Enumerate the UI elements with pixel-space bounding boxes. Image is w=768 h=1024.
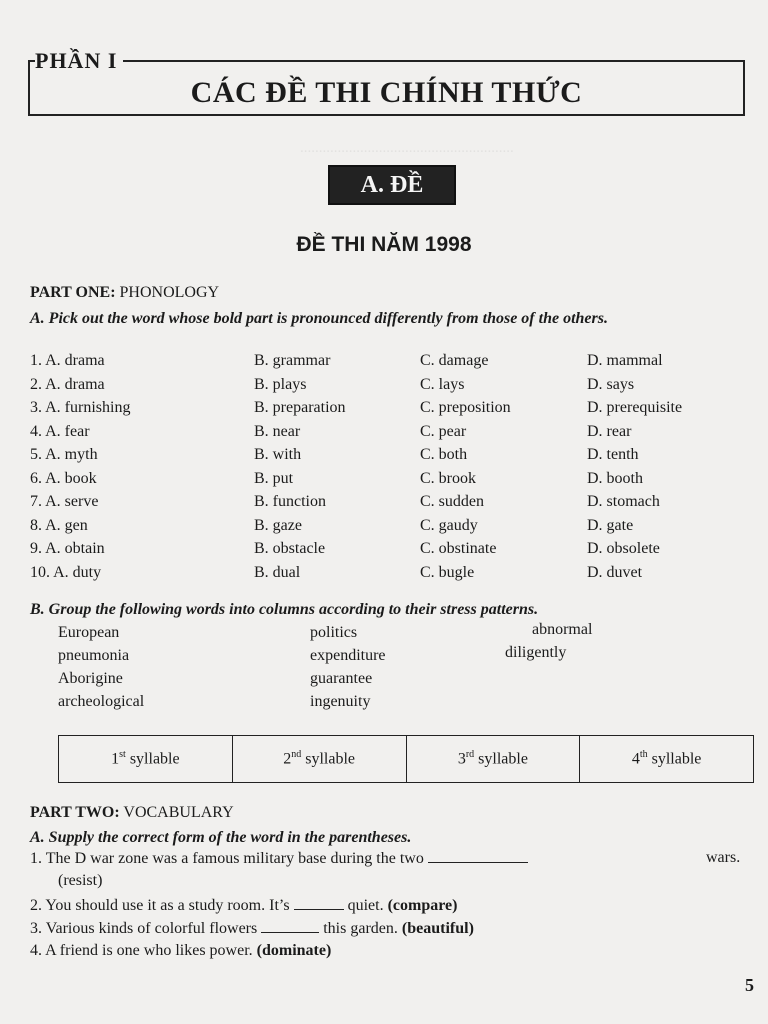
word: Aborigine xyxy=(58,670,123,687)
answer-option: B. obstacle xyxy=(254,540,326,557)
vocab-question-1: 1. The D war zone was a famous military base during the two xyxy=(30,849,528,868)
answer-option: C. damage xyxy=(420,352,489,369)
answer-blank[interactable] xyxy=(294,896,344,910)
page-number: 5 xyxy=(745,975,754,995)
table-header-cell: 4th syllable xyxy=(580,736,754,783)
answer-blank[interactable] xyxy=(261,919,319,933)
answer-option: 4. A. fear xyxy=(30,422,90,440)
table-header-cell: 2nd syllable xyxy=(232,736,406,783)
answer-option: B. plays xyxy=(254,375,307,393)
answer-option: 1. A. drama xyxy=(30,352,105,369)
table-header-cell: 1st syllable xyxy=(59,736,233,783)
part-one-title xyxy=(30,284,219,302)
answer-option: C. gaudy xyxy=(420,516,478,534)
answer-option: B. dual xyxy=(254,563,301,581)
answer-option: D. gate xyxy=(587,516,634,534)
question-row xyxy=(30,399,754,421)
word: guarantee xyxy=(310,670,373,687)
answer-option: C. obstinate xyxy=(420,540,497,557)
answer-option: 7. A. serve xyxy=(30,493,99,510)
answer-option: C. lays xyxy=(420,375,465,393)
answer-option: D. obsolete xyxy=(587,540,660,557)
section-badge: A. ĐỀ xyxy=(328,165,456,205)
question-row xyxy=(30,564,754,586)
answer-option: 3. A. furnishing xyxy=(30,399,131,416)
part-two-title xyxy=(30,804,234,822)
answer-option: D. rear xyxy=(587,422,632,440)
word: ingenuity xyxy=(310,693,371,710)
vocab-question-2: 2. You should use it as a study room. It’s quiet. (compare) xyxy=(30,897,458,914)
answer-option: 6. A. book xyxy=(30,469,97,487)
answer-option: 2. A. drama xyxy=(30,375,105,393)
answer-option: 5. A. myth xyxy=(30,446,98,463)
answer-option: D. duvet xyxy=(587,563,643,581)
question-row xyxy=(30,540,754,562)
question-row xyxy=(30,517,754,539)
answer-blank[interactable] xyxy=(428,849,528,863)
question-row xyxy=(30,493,754,515)
answer-option: 9. A. obtain xyxy=(30,540,105,557)
table-header-row xyxy=(59,736,754,783)
word: pneumonia xyxy=(58,647,130,664)
answer-option: B. near xyxy=(254,422,301,440)
answer-option: D. says xyxy=(587,375,635,393)
answer-option: C. bugle xyxy=(420,563,475,581)
bleed-through-text: ......................................................... xyxy=(220,50,434,66)
answer-option: C. brook xyxy=(420,469,476,487)
vocab-instruction: A. Supply the correct form of the word in the parentheses. xyxy=(30,829,412,846)
answer-option: C. both xyxy=(420,446,468,463)
word-diligently: diligently xyxy=(505,644,567,661)
answer-option: D. prerequisite xyxy=(587,399,683,416)
vocab-question-1-end: wars. xyxy=(706,849,741,866)
word: European xyxy=(58,624,120,641)
part-two-topic: VOCABULARY xyxy=(119,804,234,821)
word-column-2 xyxy=(310,621,386,713)
answer-option: D. booth xyxy=(587,469,643,487)
vocab-question-3: 3. Various kinds of colorful flowers this garden. (beautiful) xyxy=(30,920,474,937)
part-two-label: PART TWO: xyxy=(30,804,120,821)
question-row xyxy=(30,376,754,398)
answer-option: C. preposition xyxy=(420,399,511,416)
vocab-question-4: 4. A friend is one who likes power. (dominate) xyxy=(30,942,332,959)
answer-option: B. put xyxy=(254,469,294,487)
question-row xyxy=(30,470,754,492)
word: archeological xyxy=(58,693,145,710)
vocab-question-1-word: (resist) xyxy=(58,872,103,889)
answer-option: D. mammal xyxy=(587,352,663,369)
exam-title: ĐỀ THI NĂM 1998 xyxy=(296,233,472,256)
answer-option: B. gaze xyxy=(254,516,302,534)
answer-option: B. preparation xyxy=(254,399,346,416)
answer-option: B. function xyxy=(254,493,326,510)
answer-option: D. tenth xyxy=(587,446,639,463)
section-b-instruction: B. Group the following words into columns according to their stress patterns. xyxy=(30,601,539,618)
word-abnormal: abnormal xyxy=(532,621,593,638)
question-row xyxy=(30,352,754,374)
answer-option: 8. A. gen xyxy=(30,516,88,534)
word: politics xyxy=(310,624,358,641)
table-header-cell: 3rd syllable xyxy=(406,736,580,783)
part-label: PHẦN I xyxy=(35,48,123,74)
section-a-instruction: A. Pick out the word whose bold part is pronounced differently from those of the others. xyxy=(30,310,608,327)
bleed-through-text: ......................................................... xyxy=(300,140,514,156)
part-one-topic: PHONOLOGY xyxy=(115,284,220,301)
answer-option: 10. A. duty xyxy=(30,563,102,581)
word-column-1 xyxy=(58,621,144,713)
answer-option: D. stomach xyxy=(587,493,660,510)
page-title: CÁC ĐỀ THI CHÍNH THỨC xyxy=(190,76,583,109)
answer-option: C. sudden xyxy=(420,493,484,510)
answer-option: C. pear xyxy=(420,422,467,440)
stress-pattern-table xyxy=(58,735,754,783)
part-one-label: PART ONE: xyxy=(30,284,116,301)
header-box xyxy=(28,48,745,116)
question-row xyxy=(30,446,754,468)
word: expenditure xyxy=(310,647,386,664)
question-row xyxy=(30,423,754,445)
answer-option: B. with xyxy=(254,446,302,463)
answer-option: B. grammar xyxy=(254,352,331,369)
